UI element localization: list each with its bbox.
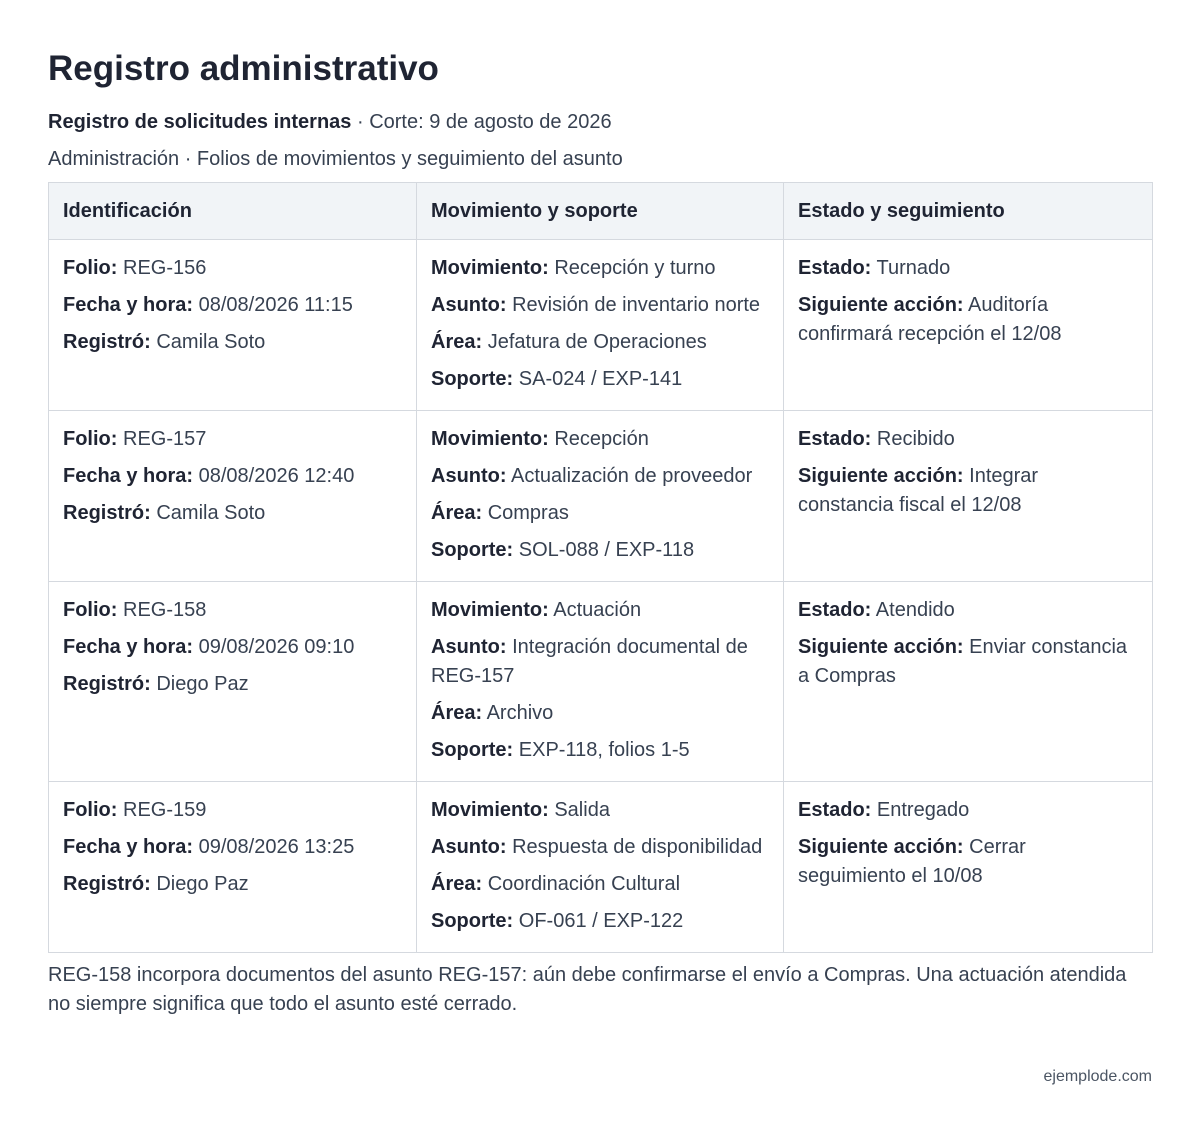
field-value: Archivo: [486, 702, 554, 724]
field-label: Movimiento:: [431, 257, 549, 279]
field-label: Folio:: [63, 428, 118, 450]
field-label: Registró:: [63, 331, 151, 353]
table-row: [49, 411, 1153, 582]
field-label: Registró:: [63, 502, 151, 524]
column-header-movement: Movimiento y soporte: [417, 183, 784, 240]
column-header-identification: Identificación: [49, 183, 417, 240]
table-row: [49, 582, 1153, 782]
page-title: Registro administrativo: [48, 49, 439, 88]
field-registro: [63, 870, 402, 899]
footnote: REG-158 incorpora documentos del asunto REG-157: aún debe confirmarse el envío a Compras. Una actuación atendida no siempre significa que todo el asunto esté cerrado.: [48, 964, 1127, 1015]
field-value: 08/08/2026 11:15: [198, 294, 353, 316]
field-folio: [63, 596, 402, 625]
field-value: REG-157: [123, 428, 207, 450]
document-page: [48, 48, 1152, 1019]
field-folio: [63, 254, 402, 283]
field-value: Revisión de inventario norte: [512, 294, 761, 316]
field-soporte: [431, 536, 769, 565]
table-row: [49, 240, 1153, 411]
field-label: Asunto:: [431, 836, 507, 858]
field-asunto: [431, 833, 769, 862]
field-value: REG-156: [123, 257, 207, 279]
status-cell: [784, 782, 1153, 953]
field-asunto: [431, 462, 769, 491]
field-area: [431, 699, 769, 728]
field-estado: [798, 796, 1138, 825]
field-value: Diego Paz: [156, 673, 249, 695]
field-label: Fecha y hora:: [63, 636, 194, 658]
field-label: Folio:: [63, 599, 118, 621]
identification-cell: [49, 582, 417, 782]
register-table: [48, 182, 1153, 953]
field-value: Compras: [487, 502, 569, 524]
field-value: Coordinación Cultural: [487, 873, 681, 895]
field-value: 08/08/2026 12:40: [198, 465, 355, 487]
field-value: Camila Soto: [156, 331, 266, 353]
field-value: Enviar constancia a Compras: [798, 636, 1128, 687]
field-area: [431, 499, 769, 528]
field-label: Soporte:: [431, 539, 514, 561]
field-label: Fecha y hora:: [63, 294, 194, 316]
field-label: Estado:: [798, 599, 872, 621]
field-movimiento: [431, 796, 769, 825]
status-cell: [784, 582, 1153, 782]
field-value: Turnado: [876, 257, 951, 279]
field-value: Actualización de proveedor: [511, 465, 753, 487]
field-label: Área:: [431, 873, 483, 895]
field-registro: [63, 499, 402, 528]
field-label: Registró:: [63, 873, 151, 895]
field-folio: [63, 425, 402, 454]
source-credit: ejemplode.com: [1043, 1068, 1152, 1085]
field-asunto: [431, 633, 769, 691]
field-value: 09/08/2026 13:25: [198, 836, 355, 858]
field-label: Estado:: [798, 257, 872, 279]
field-siguiente: [798, 462, 1138, 520]
field-estado: [798, 596, 1138, 625]
field-label: Soporte:: [431, 910, 514, 932]
field-soporte: [431, 365, 769, 394]
field-value: REG-159: [123, 799, 207, 821]
field-label: Siguiente acción:: [798, 465, 964, 487]
movement-cell: [417, 582, 784, 782]
field-soporte: [431, 736, 769, 765]
field-siguiente: [798, 633, 1138, 691]
field-value: OF-061 / EXP-122: [518, 910, 684, 932]
status-cell: [784, 411, 1153, 582]
cutoff-date: · Corte: 9 de agosto de 2026: [351, 111, 612, 133]
field-value: Auditoría confirmará recepción el 12/08: [798, 294, 1062, 345]
field-value: Atendido: [875, 599, 955, 621]
identification-cell: [49, 782, 417, 953]
field-value: EXP-118, folios 1-5: [518, 739, 690, 761]
register-subtitle: [48, 110, 1152, 134]
movement-cell: [417, 411, 784, 582]
field-label: Asunto:: [431, 636, 507, 658]
movement-cell: [417, 782, 784, 953]
field-label: Siguiente acción:: [798, 636, 964, 658]
field-fecha: [63, 633, 402, 662]
field-value: Camila Soto: [156, 502, 266, 524]
field-label: Movimiento:: [431, 428, 549, 450]
movement-cell: [417, 240, 784, 411]
field-value: Actuación: [553, 599, 642, 621]
field-movimiento: [431, 596, 769, 625]
field-value: Diego Paz: [156, 873, 249, 895]
field-label: Siguiente acción:: [798, 294, 964, 316]
field-label: Folio:: [63, 799, 118, 821]
field-siguiente: [798, 833, 1138, 891]
field-label: Siguiente acción:: [798, 836, 964, 858]
field-label: Estado:: [798, 799, 872, 821]
field-estado: [798, 425, 1138, 454]
field-value: Salida: [554, 799, 610, 821]
field-label: Fecha y hora:: [63, 465, 194, 487]
identification-cell: [49, 411, 417, 582]
field-value: Jefatura de Operaciones: [487, 331, 707, 353]
field-label: Fecha y hora:: [63, 836, 194, 858]
field-label: Área:: [431, 702, 483, 724]
field-label: Soporte:: [431, 368, 514, 390]
field-movimiento: [431, 254, 769, 283]
register-context: Administración · Folios de movimientos y seguimiento del asunto: [48, 148, 623, 170]
field-area: [431, 870, 769, 899]
field-fecha: [63, 462, 402, 491]
field-value: Entregado: [876, 799, 970, 821]
field-siguiente: [798, 291, 1138, 349]
field-estado: [798, 254, 1138, 283]
field-label: Asunto:: [431, 294, 507, 316]
field-value: REG-158: [123, 599, 207, 621]
field-folio: [63, 796, 402, 825]
field-label: Soporte:: [431, 739, 514, 761]
field-label: Registró:: [63, 673, 151, 695]
field-fecha: [63, 291, 402, 320]
field-value: Integración documental de REG-157: [431, 636, 748, 687]
table-row: [49, 782, 1153, 953]
field-value: 09/08/2026 09:10: [198, 636, 355, 658]
field-value: Respuesta de disponibilidad: [512, 836, 763, 858]
register-name: Registro de solicitudes internas: [48, 111, 352, 133]
field-label: Área:: [431, 331, 483, 353]
field-fecha: [63, 833, 402, 862]
field-label: Área:: [431, 502, 483, 524]
field-movimiento: [431, 425, 769, 454]
table-header-row: [49, 183, 1153, 240]
field-soporte: [431, 907, 769, 936]
field-area: [431, 328, 769, 357]
field-registro: [63, 328, 402, 357]
field-value: Recepción y turno: [554, 257, 716, 279]
field-label: Asunto:: [431, 465, 507, 487]
column-header-status: Estado y seguimiento: [784, 183, 1153, 240]
field-label: Folio:: [63, 257, 118, 279]
status-cell: [784, 240, 1153, 411]
field-label: Movimiento:: [431, 599, 549, 621]
field-value: Cerrar seguimiento el 10/08: [798, 836, 1026, 887]
field-value: Recibido: [876, 428, 955, 450]
field-registro: [63, 670, 402, 699]
field-label: Movimiento:: [431, 799, 549, 821]
field-label: Estado:: [798, 428, 872, 450]
field-asunto: [431, 291, 769, 320]
field-value: Recepción: [554, 428, 649, 450]
field-value: Integrar constancia fiscal el 12/08: [798, 465, 1039, 516]
field-value: SOL-088 / EXP-118: [518, 539, 695, 561]
identification-cell: [49, 240, 417, 411]
field-value: SA-024 / EXP-141: [518, 368, 683, 390]
